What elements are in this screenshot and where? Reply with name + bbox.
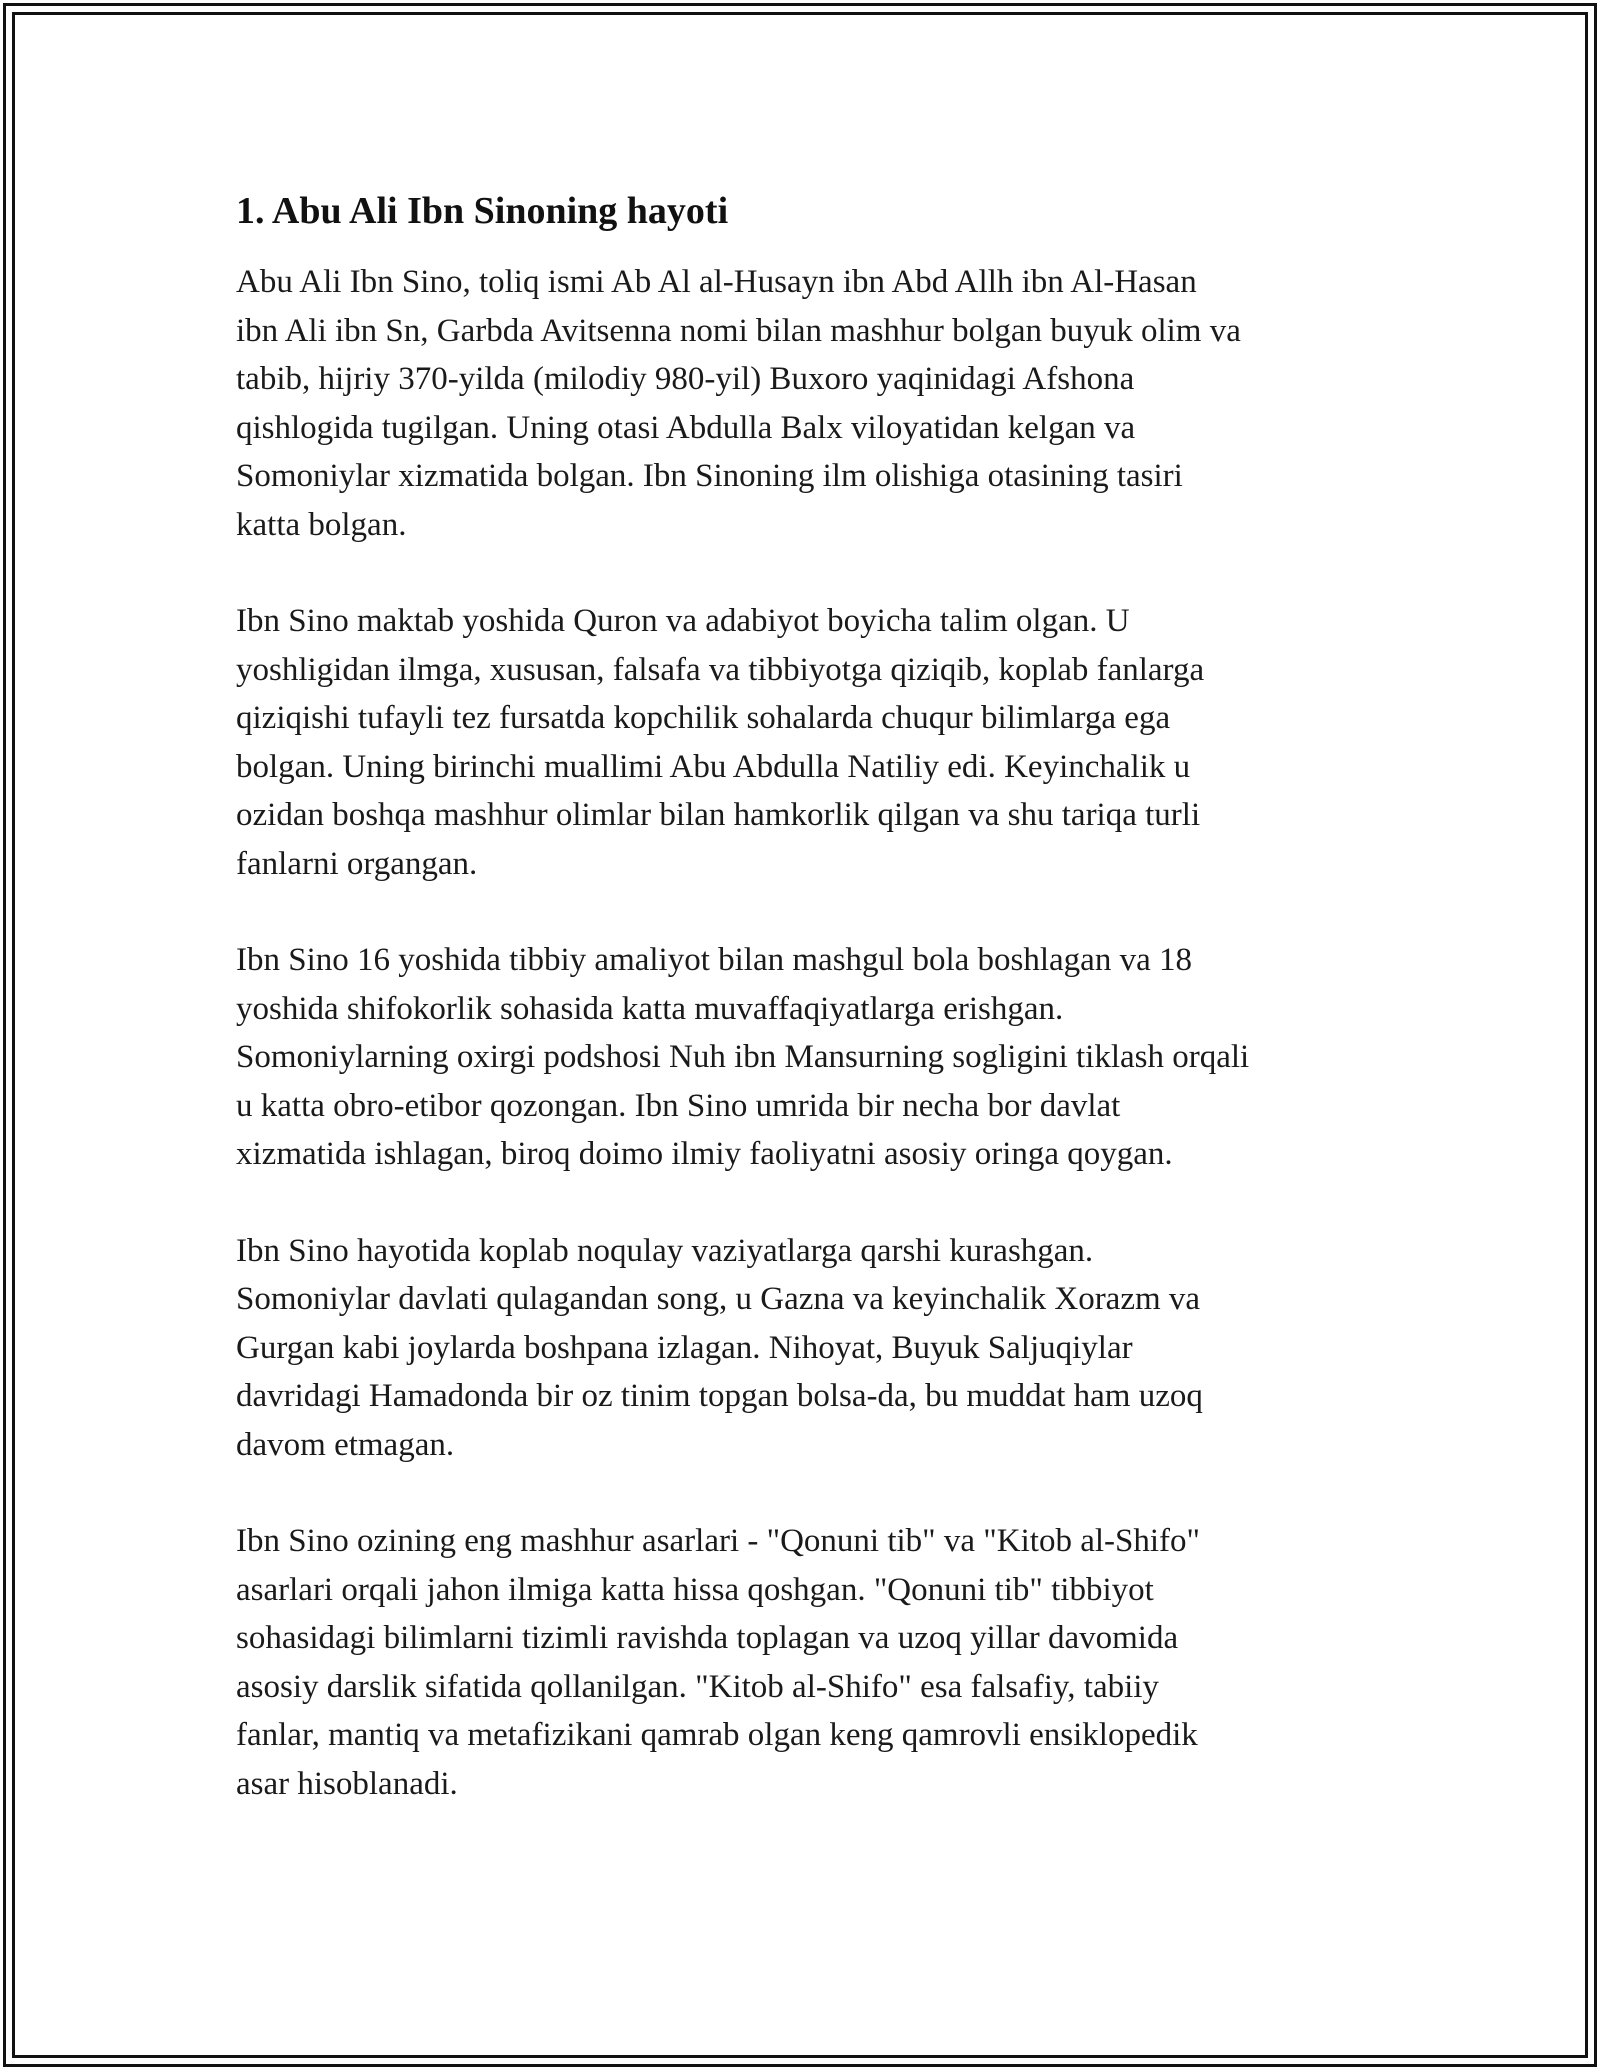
paragraph-line: yoshligidan ilmga, xususan, falsafa va tibbiyotga qiziqib, koplab fanlarga — [236, 651, 1205, 688]
paragraph-line: Ibn Sino maktab yoshida Quron va adabiyot boyicha talim olgan. U — [236, 603, 1130, 639]
paragraph-line: Ibn Sino hayotida koplab noqulay vaziyatlarga qarshi kurashgan. — [236, 1232, 1094, 1269]
paragraph-line: asar hisoblanadi. — [236, 1765, 458, 1802]
paragraph-line: fanlarni organgan. — [236, 845, 478, 882]
document-body — [236, 186, 1386, 1856]
paragraph-line: u katta obro-etibor qozongan. Ibn Sino umrida bir necha bor davlat — [236, 1087, 1121, 1124]
paragraph-line: ozidan boshqa mashhur olimlar bilan hamkorlik qilgan va shu tariqa turli — [236, 797, 1201, 833]
paragraph-line: Somoniylar davlati qulagandan song, u Gazna va keyinchalik Xorazm va — [236, 1281, 1201, 1317]
paragraph-line: yoshida shifokorlik sohasida katta muvaffaqiyatlarga erishgan. — [236, 990, 1064, 1027]
paragraph-line: asarlari orqali jahon ilmiga katta hissa qoshgan. "Qonuni tib" tibbiyot — [236, 1571, 1154, 1608]
paragraph-line: qishlogida tugilgan. Uning otasi Abdulla Balx viloyatidan kelgan va — [236, 409, 1136, 446]
paragraph-line: xizmatida ishlagan, biroq doimo ilmiy faoliyatni asosiy oringa qoygan. — [236, 1136, 1173, 1172]
paragraph-line: ibn Ali ibn Sn, Garbda Avitsenna nomi bilan mashhur bolgan buyuk olim va — [236, 312, 1241, 349]
paragraph-3 — [236, 936, 1386, 1179]
paragraph-line: Ibn Sino 16 yoshida tibbiy amaliyot bilan mashgul bola boshlagan va 18 — [236, 942, 1192, 978]
paragraph-line: Somoniylarning oxirgi podshosi Nuh ibn Mansurning sogligini tiklash orqali — [236, 1039, 1250, 1075]
paragraph-2 — [236, 597, 1386, 888]
paragraph-line: asosiy darslik sifatida qollanilgan. "Kitob al-Shifo" esa falsafiy, tabiiy — [236, 1668, 1159, 1705]
paragraph-line: tabib, hijriy 370-yilda (milodiy 980-yil) Buxoro yaqinidagi Afshona — [236, 361, 1135, 397]
section-heading: 1. Abu Ali Ibn Sinoning hayoti — [236, 190, 729, 232]
paragraph-line: davridagi Hamadonda bir oz tinim topgan bolsa-da, bu muddat ham uzoq — [236, 1378, 1203, 1414]
paragraph-line: Gurgan kabi joylarda boshpana izlagan. Nihoyat, Buyuk Saljuqiylar — [236, 1329, 1133, 1366]
paragraph-5 — [236, 1517, 1386, 1808]
paragraph-line: Ibn Sino ozining eng mashhur asarlari - "Qonuni tib" va "Kitob al-Shifo" — [236, 1523, 1200, 1559]
paragraph-line: Somoniylar xizmatida bolgan. Ibn Sinoning ilm olishiga otasining tasiri — [236, 458, 1183, 494]
paragraph-line: katta bolgan. — [236, 506, 407, 543]
paragraph-line: davom etmagan. — [236, 1426, 455, 1463]
paragraph-line: bolgan. Uning birinchi muallimi Abu Abdulla Natiliy edi. Keyinchalik u — [236, 748, 1191, 785]
paragraph-line: Abu Ali Ibn Sino, toliq ismi Ab Al al-Husayn ibn Abd Allh ibn Al-Hasan — [236, 264, 1197, 300]
paragraph-1 — [236, 258, 1386, 549]
paragraph-line: fanlar, mantiq va metafizikani qamrab olgan keng qamrovli ensiklopedik — [236, 1717, 1198, 1753]
paragraph-line: sohasidagi bilimlarni tizimli ravishda toplagan va uzoq yillar davomida — [236, 1620, 1179, 1656]
paragraph-4 — [236, 1227, 1386, 1470]
paragraph-line: qiziqishi tufayli tez fursatda kopchilik sohalarda chuqur bilimlarga ega — [236, 700, 1171, 736]
